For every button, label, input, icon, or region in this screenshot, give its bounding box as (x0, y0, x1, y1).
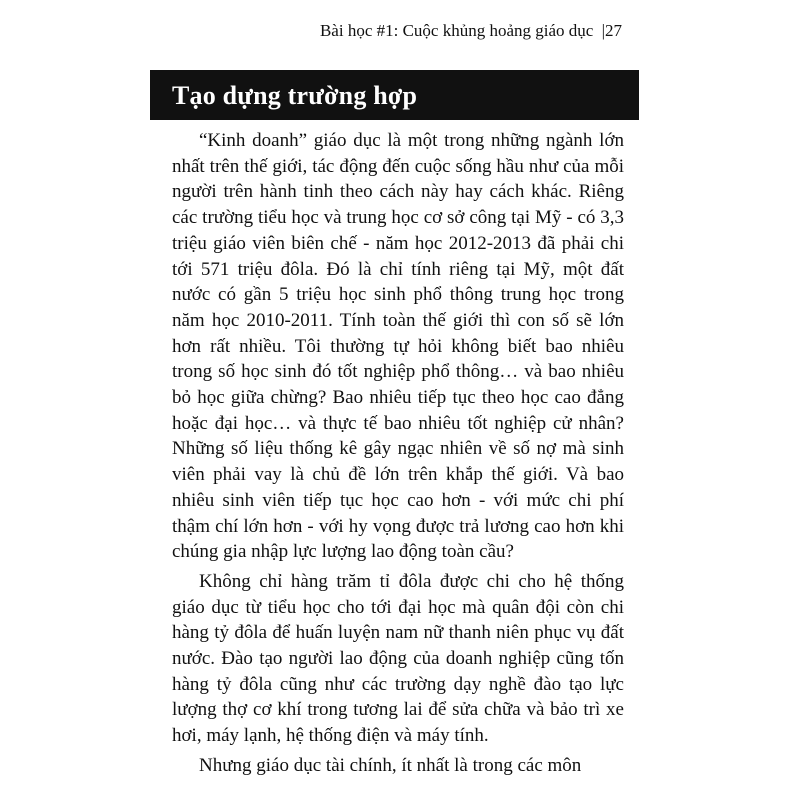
paragraph: “Kinh doanh” giáo dục là một trong những ngành lớn nhất trên thế giới, tác động đến cuộc sống hầu như của mỗi người trên hành tinh theo cách này hay cách khác. Riêng các trường tiểu học và trung học cơ sở công tại Mỹ - có 3,3 triệu giáo viên biên chế - năm học 2012-2013 đã phải chi tới 571 triệu đôla. Đó là chỉ tính riêng tại Mỹ, một đất nước có gần 5 triệu học sinh phổ thông trung học trong năm học 2010-2011. Tính toàn thế giới thì con số sẽ lớn hơn rất nhiều. Tôi thường tự hỏi không biết bao nhiêu trong số học sinh đó tốt nghiệp phổ thông… và bao nhiêu bỏ học giữa chừng? Bao nhiêu tiếp tục theo học cao đẳng hoặc đại học… và thực tế bao nhiêu tốt nghiệp cử nhân? Những số liệu thống kê gây ngạc nhiên về số nợ mà sinh viên phải vay là chủ đề lớn trên khắp thế giới. Và bao nhiêu sinh viên tiếp tục học cao hơn - với mức chi phí thậm chí lớn hơn - với hy vọng được trả lương cao hơn khi chúng gia nhập lực lượng lao động toàn cầu? (172, 130, 624, 563)
body-text (172, 128, 624, 779)
running-header (150, 20, 622, 42)
running-title: Bài học #1: Cuộc khủng hoảng giáo dục (319, 21, 594, 40)
page-number: 27 (605, 21, 622, 40)
section-title: Tạo dựng trường hợp (172, 81, 418, 110)
paragraph: Nhưng giáo dục tài chính, ít nhất là trong các môn (199, 754, 582, 776)
paragraph: Không chỉ hàng trăm tỉ đôla được chi cho hệ thống giáo dục từ tiểu học cho tới đại học mà quân đội còn chi hàng tỷ đôla để huấn luyện nam nữ thanh niên phục vụ đất nước. Đào tạo người lao động của doanh nghiệp cũng tốn hàng tỷ đôla cũng như các trường dạy nghề đào tạo lực lượng thợ cơ khí trong tương lai để sửa chữa và bảo trì xe hơi, máy lạnh, hệ thống điện và máy tính. (172, 570, 624, 747)
header-separator: | (601, 21, 605, 40)
section-title-bar (150, 70, 639, 120)
